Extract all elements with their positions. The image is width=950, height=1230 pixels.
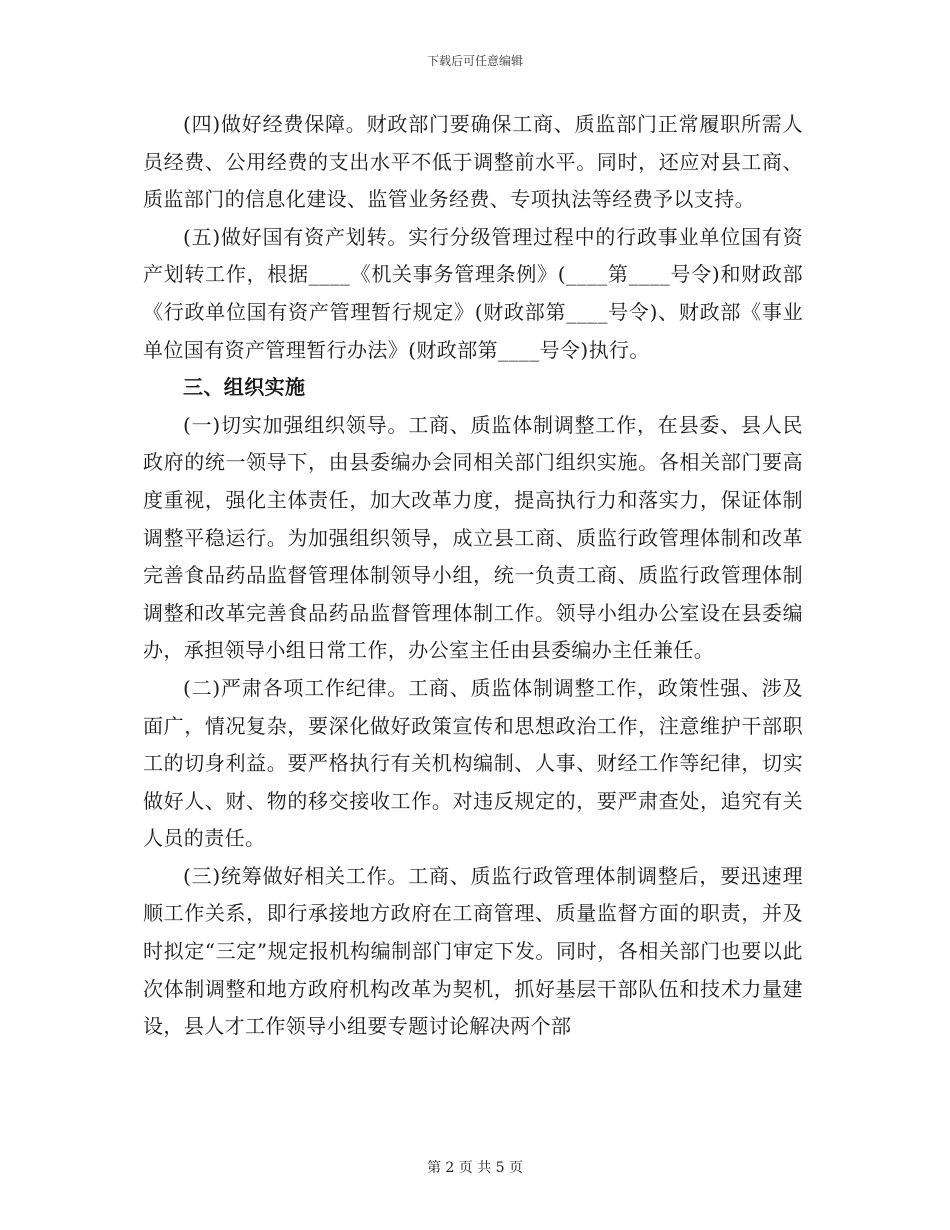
paragraph-leadership: (一)切实加强组织领导。工商、质监体制调整工作，在县委、县人民政府的统一领导下，由县委编办会同相关部门组织实施。各相关部门要高度重视，强化主体责任，加大改革力度，提高执行力和落实力，保证体制调整平稳运行。为加强组织领导，成立县工商、质监行政管理体制和改革完善食品药品监督管理体制领导小组，统一负责工商、质监行政管理体制调整和改革完善食品药品监督管理体制工作。领导小组办公室设在县委编办，承担领导小组日常工作，办公室主任由县委编办主任兼任。	[143, 412, 803, 663]
paragraph-discipline: (二)严肃各项工作纪律。工商、质监体制调整工作，政策性强、涉及面广，情况复杂，要深化做好政策宣传和思想政治工作，注意维护干部职工的切身利益。要严格执行有关机构编制、人事、财经工作等纪律，切实做好人、财、物的移交接收工作。对违反规定的，要严肃查处，追究有关人员的责任。	[143, 675, 803, 851]
page-footer: 第 2 页 共 5 页	[426, 1160, 524, 1176]
paragraph-asset-transfer: (五)做好国有资产划转。实行分级管理过程中的行政事业单位国有资产划转工作，根据____《机关事务管理条例》(____第____号令)和财政部《行政单位国有资产管理暂行规定》(财政部第____号令)、财政部《事业单位国有资产管理暂行办法》(财政部第____号令)执行。	[143, 224, 803, 362]
page-header: 下载后可任意编辑	[426, 54, 523, 68]
paragraph-funding-guarantee: (四)做好经费保障。财政部门要确保工商、质监部门正常履职所需人员经费、公用经费的支出水平不低于调整前水平。同时，还应对县工商、质监部门的信息化建设、监管业务经费、专项执法等经费予以支持。	[143, 112, 803, 212]
document-body	[143, 106, 803, 1046]
paragraph-coordination: (三)统筹做好相关工作。工商、质监行政管理体制调整后，要迅速理顺工作关系，即行承接地方政府在工商管理、质量监督方面的职责，并及时拟定“三定”规定报机构编制部门审定下发。同时，各相关部门也要以此次体制调整和地方政府机构改革为契机，抓好基层干部队伍和技术力量建设，县人才工作领导小组要专题讨论解决两个部	[143, 863, 803, 1039]
section-heading-organization: 三、组织实施	[183, 375, 306, 400]
